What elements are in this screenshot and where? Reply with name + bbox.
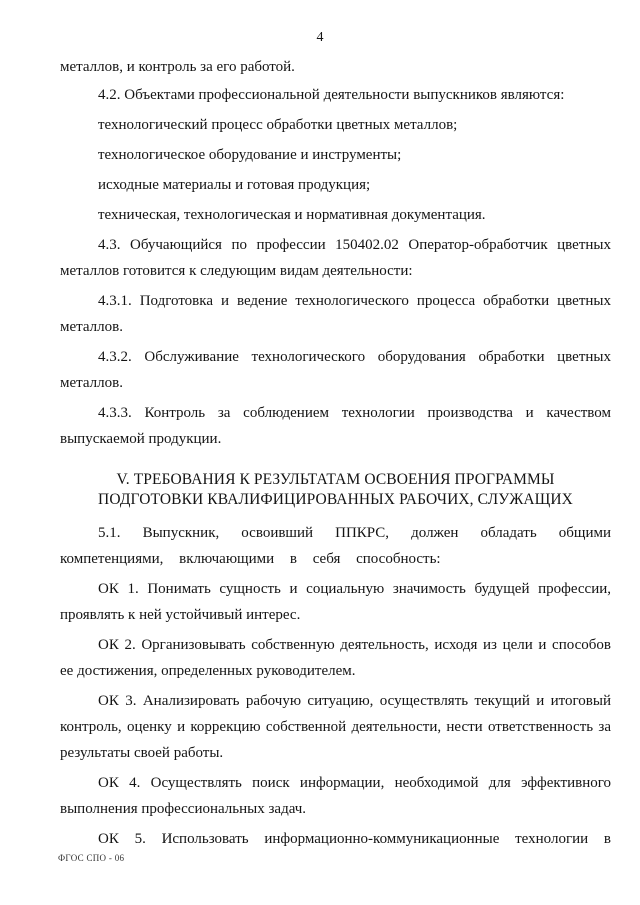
list-item-object-2: технологическое оборудование и инструменты; [98,147,402,163]
competency-ok-2: ОК 2. Организовывать собственную деятельность, исходя из цели и способов ее достижения, определенных руководителем. [60,637,611,679]
competency-ok-1: ОК 1. Понимать сущность и социальную значимость будущей профессии, проявлять к ней устойчивый интерес. [60,581,611,623]
paragraph-4-3-1: 4.3.1. Подготовка и ведение технологического процесса обработки цветных металлов. [60,293,611,335]
section-5-heading-line-1: V. ТРЕБОВАНИЯ К РЕЗУЛЬТАТАМ ОСВОЕНИЯ ПРОГРАММЫ [116,471,555,488]
list-item-object-1: технологический процесс обработки цветных металлов; [98,117,458,133]
paragraph-4-2: 4.2. Объектами профессиональной деятельности выпускников являются: [98,87,565,103]
paragraph-4-3: 4.3. Обучающийся по профессии 150402.02 Оператор-обработчик цветных металлов готовится к следующим видам деятельности: [60,237,611,279]
competency-ok-4: ОК 4. Осуществлять поиск информации, необходимой для эффективного выполнения профессиональных задач. [60,775,611,817]
page-content [60,54,611,852]
list-item-object-4: техническая, технологическая и нормативная документация. [98,207,486,223]
section-5-heading [60,470,611,510]
section-5-heading-line-2: ПОДГОТОВКИ КВАЛИФИЦИРОВАННЫХ РАБОЧИХ, СЛУЖАЩИХ [98,491,573,508]
paragraph-4-3-3: 4.3.3. Контроль за соблюдением технологии производства и качеством выпускаемой продукции. [60,405,611,447]
competency-ok-3: ОК 3. Анализировать рабочую ситуацию, осуществлять текущий и итоговый контроль, оценку и коррекцию собственной деятельности, нести ответственность за результаты своей работы. [60,693,611,761]
paragraph-continuation: металлов, и контроль за его работой. [60,59,295,75]
page-footer: ФГОС СПО - 06 [58,853,125,863]
paragraph-5-1: 5.1. Выпускник, освоивший ППКРС, должен обладать общими компетенциями, включающими в себя способность: [60,525,611,567]
competency-ok-5: ОК 5. Использовать информационно-коммуникационные технологии в [98,831,611,847]
list-item-object-3: исходные материалы и готовая продукция; [98,177,371,193]
paragraph-4-3-2: 4.3.2. Обслуживание технологического оборудования обработки цветных металлов. [60,349,611,391]
page-number: 4 [316,30,324,45]
